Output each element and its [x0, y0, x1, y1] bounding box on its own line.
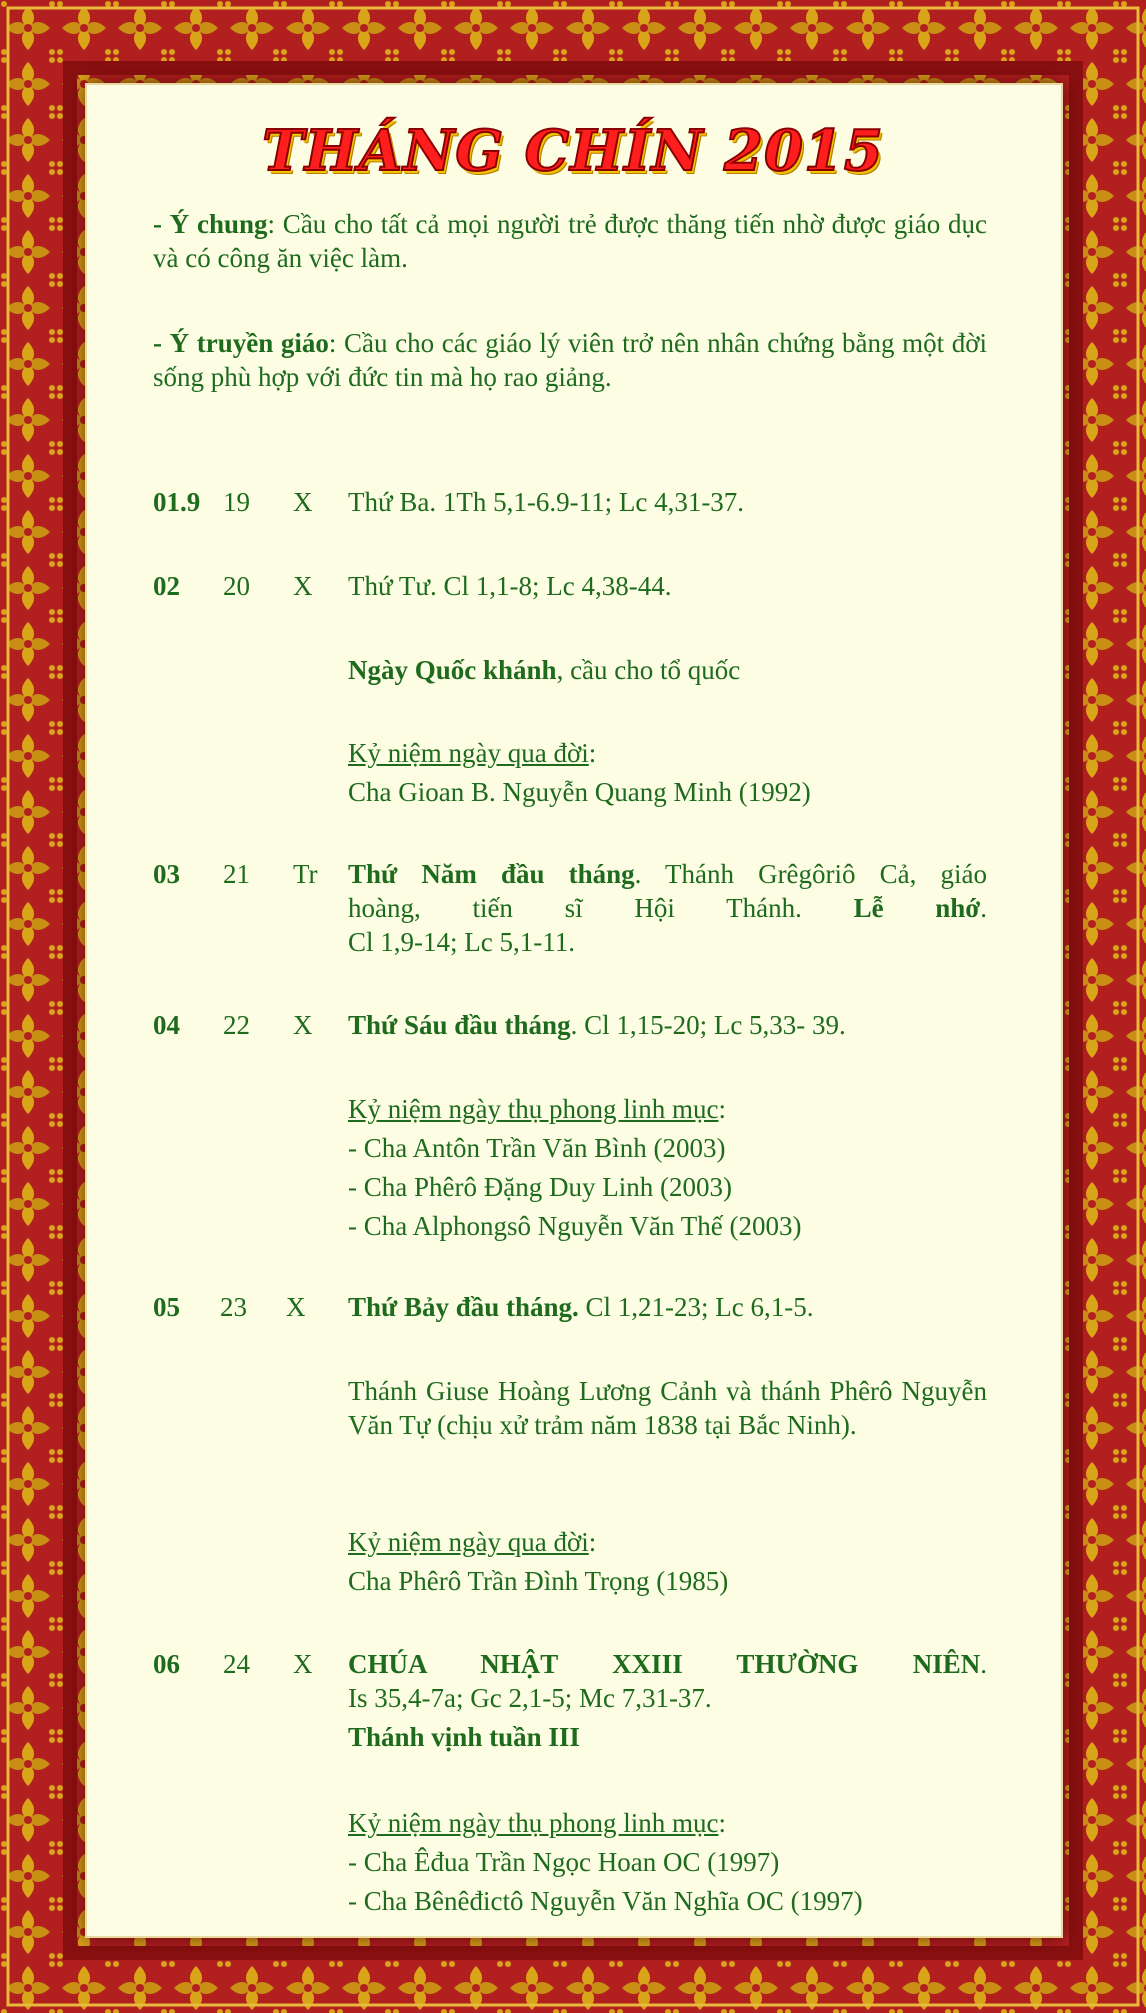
rank-end: .: [980, 893, 988, 923]
entry-liturgical-color: X: [293, 487, 313, 517]
memorial-colon: :: [588, 1527, 597, 1557]
entry-memorial-04: [348, 1092, 987, 1243]
general-intention-label: - Ý chung: [153, 209, 268, 239]
memorial-heading: Kỷ niệm ngày qua đời: [348, 738, 589, 768]
memorial-line: - Cha Antôn Trần Văn Bình (2003): [348, 1133, 726, 1163]
entry-readings: Thứ Ba. 1Th 5,1-6.9-11; Lc 4,31-37.: [348, 487, 745, 517]
memorial-heading: Kỷ niệm ngày qua đời: [348, 1527, 589, 1557]
feast-title: Thứ Năm đầu tháng: [348, 859, 635, 889]
entry-readings: Cl 1,9-14; Lc 5,1-11.: [348, 927, 575, 957]
memorial-line: Cha Gioan B. Nguyễn Quang Minh (1992): [348, 777, 811, 807]
memorial-line: - Cha Êđua Trần Ngọc Hoan OC (1997): [348, 1847, 780, 1877]
entry-readings: Is 35,4-7a; Gc 2,1-5; Mc 7,31-37.: [348, 1683, 712, 1713]
entry-date: 04: [153, 1010, 180, 1040]
entry-text-02: [348, 569, 987, 603]
rank-label: Lễ nhớ: [853, 893, 981, 923]
entry-memorial-02: [348, 736, 987, 809]
entry-text-01: [348, 485, 987, 519]
feast-note: , cầu cho tổ quốc: [556, 655, 741, 685]
entry-liturgical-color: X: [293, 1649, 313, 1679]
mission-intention-text: : Cầu cho các giáo lý viên trở nên nhân chứng bằng một đời sống phù hợp với đức tin mà họ rao giảng.: [153, 328, 987, 392]
psalter-week: Thánh vịnh tuần III: [348, 1722, 580, 1752]
memorial-line: - Cha Phêrô Đặng Duy Linh (2003): [348, 1172, 732, 1202]
memorial-colon: :: [588, 738, 597, 768]
entry-date: 05: [153, 1292, 180, 1322]
feast-note: . Thánh Grêgôriô Cả, giáo: [634, 859, 987, 889]
memorial-heading: Kỷ niệm ngày thụ phong linh mục: [348, 1094, 719, 1124]
entry-liturgical-color: X: [293, 1010, 313, 1040]
entry-date: 01.9: [153, 487, 201, 517]
memorial-line: - Cha Alphongsô Nguyễn Văn Thế (2003): [348, 1211, 802, 1241]
entry-readings: Thứ Tư. Cl 1,1-8; Lc 4,38-44.: [348, 571, 672, 601]
entry-text-03: [348, 857, 987, 959]
entry-memorial-06: [348, 1806, 987, 1918]
general-intention: [153, 207, 987, 275]
entry-text-04: [348, 1008, 987, 1042]
feast-title: Thứ Sáu đầu tháng: [348, 1010, 571, 1040]
memorial-line: - Cha Bênêđictô Nguyễn Văn Nghĩa OC (1997): [348, 1886, 863, 1916]
memorial-colon: :: [718, 1094, 726, 1124]
entry-memorial-05: [348, 1525, 987, 1598]
feast-title: Ngày Quốc khánh: [348, 655, 557, 685]
entry-liturgical-color: X: [286, 1292, 306, 1322]
entry-week: 24: [223, 1649, 250, 1679]
page-title: THÁNG CHÍN 2015: [262, 118, 884, 184]
entry-week: 21: [223, 859, 250, 889]
memorial-heading: Kỷ niệm ngày thụ phong linh mục: [348, 1808, 719, 1838]
entry-date: 03: [153, 859, 180, 889]
entry-readings: Cl 1,21-23; Lc 6,1-5.: [578, 1292, 814, 1322]
entry-week: 22: [223, 1010, 250, 1040]
entry-week: 19: [223, 487, 250, 517]
feast-title: Thứ Bảy đầu tháng.: [348, 1292, 579, 1322]
entry-text-05: [348, 1290, 987, 1324]
entry-liturgical-color: Tr: [293, 859, 318, 889]
entry-week: 20: [223, 571, 250, 601]
feast-end: .: [980, 1649, 987, 1679]
entry-saints-05: Thánh Giuse Hoàng Lương Cảnh và thánh Phêrô Nguyễn Văn Tự (chịu xử trảm năm 1838 tại Bắc Ninh).: [348, 1376, 987, 1440]
general-intention-text: : Cầu cho tất cả mọi người trẻ được thăng tiến nhờ được giáo dục và có công ăn việc làm.: [153, 209, 987, 273]
entry-text-06: [348, 1647, 987, 1754]
feast-title: CHÚA NHẬT XXIII THƯỜNG NIÊN: [348, 1649, 981, 1679]
entry-week: 23: [220, 1292, 247, 1322]
memorial-colon: :: [718, 1808, 726, 1838]
mission-intention: [153, 326, 987, 394]
entry-date: 02: [153, 571, 180, 601]
memorial-line: Cha Phêrô Trần Đình Trọng (1985): [348, 1566, 729, 1596]
entry-feast-02: [348, 653, 987, 687]
feast-note-cont: hoàng, tiến sĩ Hội Thánh.: [348, 893, 854, 923]
entry-readings: . Cl 1,15-20; Lc 5,33- 39.: [570, 1010, 846, 1040]
entry-liturgical-color: X: [293, 571, 313, 601]
entry-date: 06: [153, 1649, 180, 1679]
mission-intention-label: - Ý truyền giáo: [153, 328, 329, 358]
